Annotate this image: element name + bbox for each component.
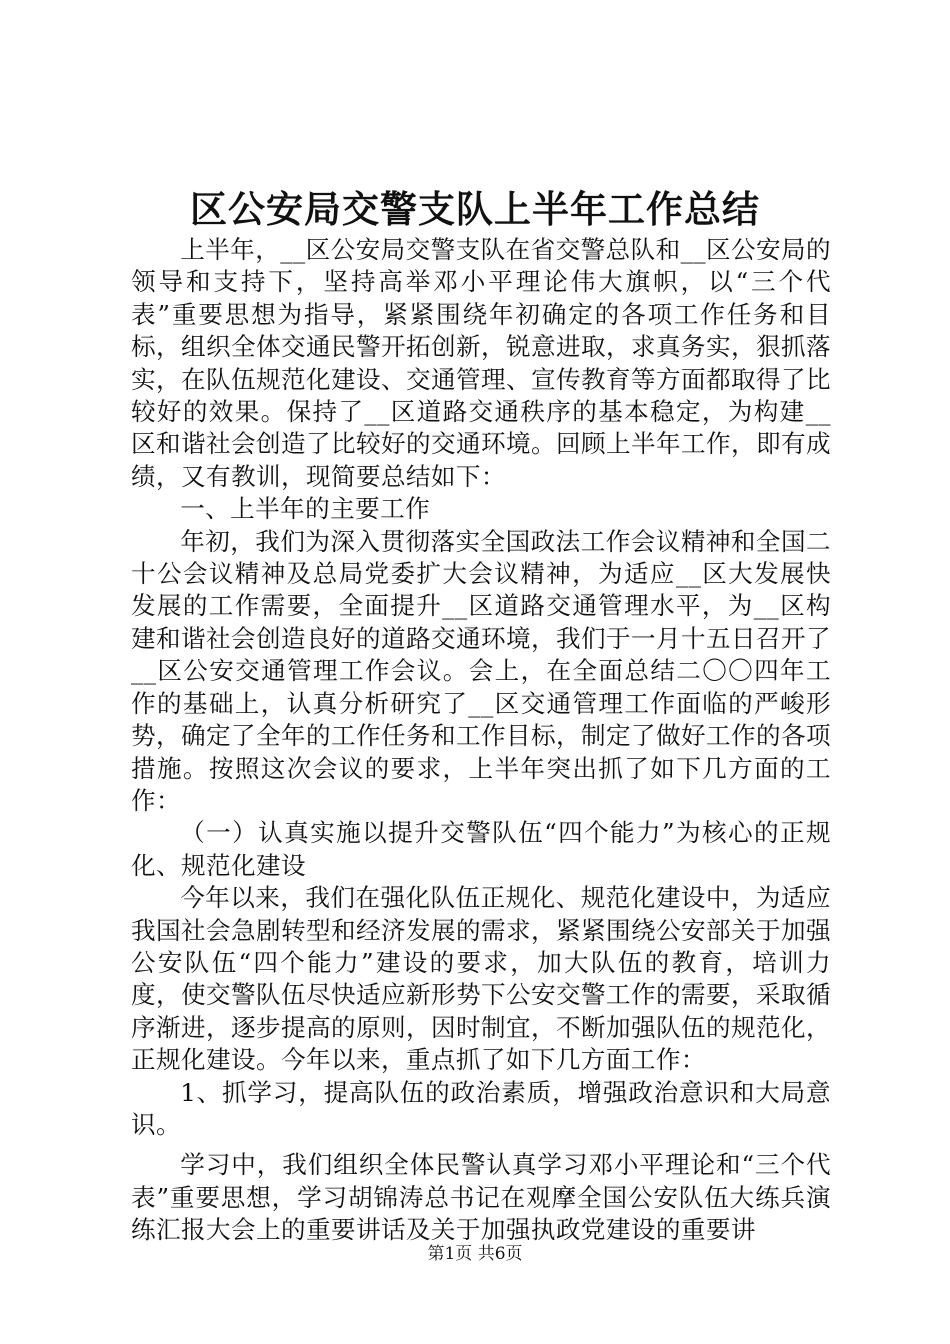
item-heading-study: 1、抓学习，提高队伍的政治素质，增强政治意识和大局意识。 (131, 1077, 831, 1139)
paragraph-study: 学习中，我们组织全体民警认真学习邓小平理论和“三个代表”重要思想，学习胡锦涛总书记在观摩全国公安队伍大练兵演练汇报大会上的重要讲话及关于加强执政党建设的重要讲 (131, 1150, 831, 1245)
subsection-heading-team-building: （一）认真实施以提升交警队伍“四个能力”为核心的正规化、规范化建设 (131, 818, 831, 880)
section-heading-main-work: 一、上半年的主要工作 (180, 494, 431, 524)
paragraph-meeting: 年初，我们为深入贯彻落实全国政法工作会议精神和全国二十公会议精神及总局党委扩大会议精神，为适应__区大发展快发展的工作需要，全面提升__区道路交通管理水平，为__区构建和谐社会创造良好的道路交通环境，我们于一月十五日召开了__区公安交通管理工作会议。会上，在全面总结二〇〇四年工作的基础上，认真分析研究了__区交通管理工作面临的严峻形势，确定了全年的工作任务和工作目标，制定了做好工作的各项措施。按照这次会议的要求，上半年突出抓了如下几方面的工作： (131, 526, 831, 815)
page-footer: 第1页 共6页 (427, 1244, 523, 1264)
document-title: 区公安局交警支队上半年工作总结 (190, 187, 760, 231)
paragraph-team-building: 今年以来，我们在强化队伍正规化、规范化建设中，为适应我国社会急剧转型和经济发展的需求，紧紧围绕公安部关于加强公安队伍“四个能力”建设的要求，加大队伍的教育，培训力度，使交警队伍尽快适应新形势下公安交警工作的需要，采取循序渐进，逐步提高的原则，因时制宜，不断加强队伍的规范化，正规化建设。今年以来，重点抓了如下几方面工作： (131, 883, 831, 1075)
document-body (131, 234, 831, 1247)
paragraph-intro: 上半年，__区公安局交警支队在省交警总队和__区公安局的领导和支持下，坚持高举邓小平理论伟大旗帜，以“三个代表”重要思想为指导，紧紧围绕年初确定的各项工作任务和目标，组织全体交通民警开拓创新，锐意进取，求真务实，狠抓落实，在队伍规范化建设、交通管理、宣传教育等方面都取得了比较好的效果。保持了__区道路交通秩序的基本稳定，为构建__区和谐社会创造了比较好的交通环境。回顾上半年工作，即有成绩，又有教训，现简要总结如下： (131, 235, 831, 491)
